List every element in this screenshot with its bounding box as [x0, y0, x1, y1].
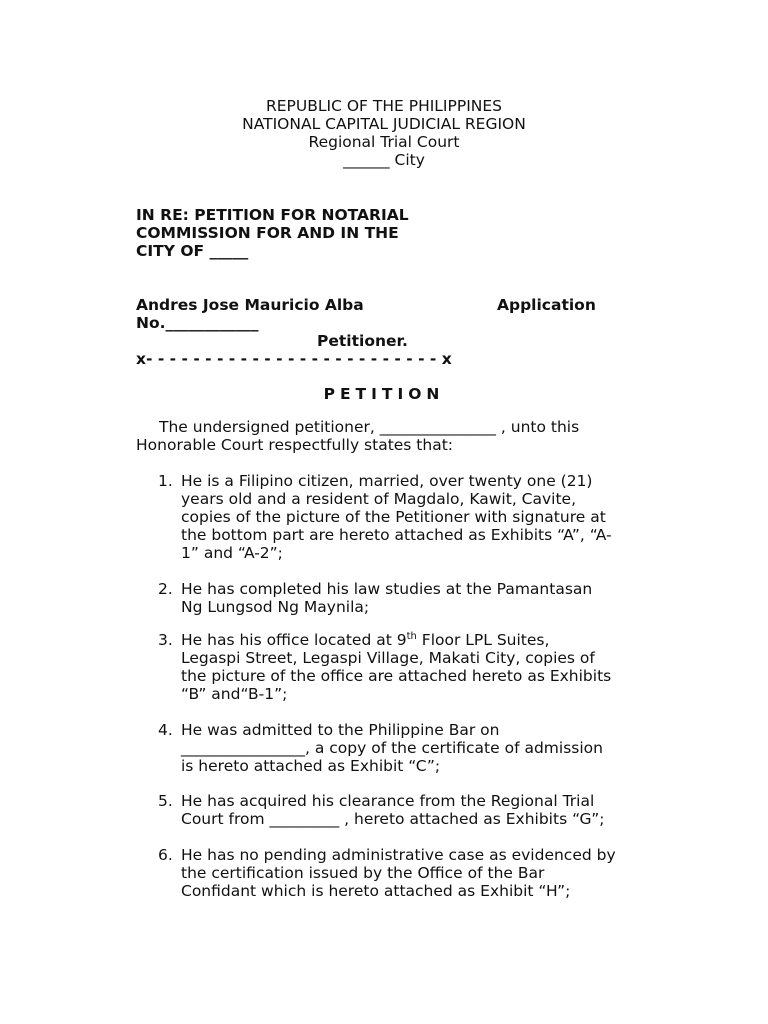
- item-number: 3.: [158, 631, 173, 649]
- header-court: Regional Trial Court: [308, 133, 460, 151]
- item-line-text: Floor LPL Suites,: [416, 631, 550, 649]
- intro-line-2: Honorable Court respectfully states that:: [136, 436, 454, 454]
- item-line: years old and a resident of Magdalo, Kawit, Cavite,: [181, 490, 577, 508]
- item-number: 2.: [158, 580, 173, 598]
- item-number: 1.: [158, 472, 173, 490]
- application-number: No.____________: [136, 314, 259, 332]
- item-line: Court from _________ , hereto attached as Exhibits “G”;: [181, 810, 605, 828]
- item-line: “B” and“B-1”;: [181, 685, 288, 703]
- item-line: the certification issued by the Office of the Bar: [181, 864, 545, 882]
- caption-line-1: IN RE: PETITION FOR NOTARIAL: [136, 206, 409, 224]
- item-line: the picture of the office are attached hereto as Exhibits: [181, 667, 612, 685]
- item-line: He is a Filipino citizen, married, over twenty one (21): [181, 472, 593, 490]
- application-label: Application: [497, 296, 596, 314]
- item-line: is hereto attached as Exhibit “C”;: [181, 757, 441, 775]
- item-line: Legaspi Street, Legaspi Village, Makati City, copies of: [181, 649, 595, 667]
- item-line: copies of the picture of the Petitioner with signature at: [181, 508, 606, 526]
- petitioner-label: Petitioner.: [317, 332, 408, 350]
- item-line: He has completed his law studies at the Pamantasan: [181, 580, 593, 598]
- intro-line-1: The undersigned petitioner, _______________ , unto this: [159, 418, 580, 436]
- item-line: Ng Lungsod Ng Maynila;: [181, 598, 370, 616]
- separator-line: x- - - - - - - - - - - - - - - - - - - - - - - - - x: [136, 350, 452, 368]
- item-line: [181, 631, 701, 650]
- caption-line-2: COMMISSION FOR AND IN THE: [136, 224, 399, 242]
- item-line: Confidant which is hereto attached as Exhibit “H”;: [181, 882, 571, 900]
- item-line: He has acquired his clearance from the Regional Trial: [181, 792, 595, 810]
- item-number: 5.: [158, 792, 173, 810]
- header-city: ______ City: [343, 151, 425, 169]
- item-line: the bottom part are hereto attached as Exhibits “A”, “A-: [181, 526, 612, 544]
- item-line: He has no pending administrative case as evidenced by: [181, 846, 616, 864]
- item-line: 1” and “A-2”;: [181, 544, 283, 562]
- petitioner-name: Andres Jose Mauricio Alba: [136, 296, 364, 314]
- header-region: NATIONAL CAPITAL JUDICIAL REGION: [242, 115, 526, 133]
- ordinal-suffix: th: [406, 630, 417, 642]
- caption-line-3: CITY OF _____: [136, 242, 249, 260]
- item-number: 6.: [158, 846, 173, 864]
- item-number: 4.: [158, 721, 173, 739]
- item-line: ________________, a copy of the certificate of admission: [181, 739, 603, 757]
- header-republic: REPUBLIC OF THE PHILIPPINES: [265, 97, 502, 115]
- item-line: He was admitted to the Philippine Bar on: [181, 721, 500, 739]
- item-line-text: He has his office located at 9: [181, 631, 407, 649]
- document-title: PETITION: [323, 385, 445, 403]
